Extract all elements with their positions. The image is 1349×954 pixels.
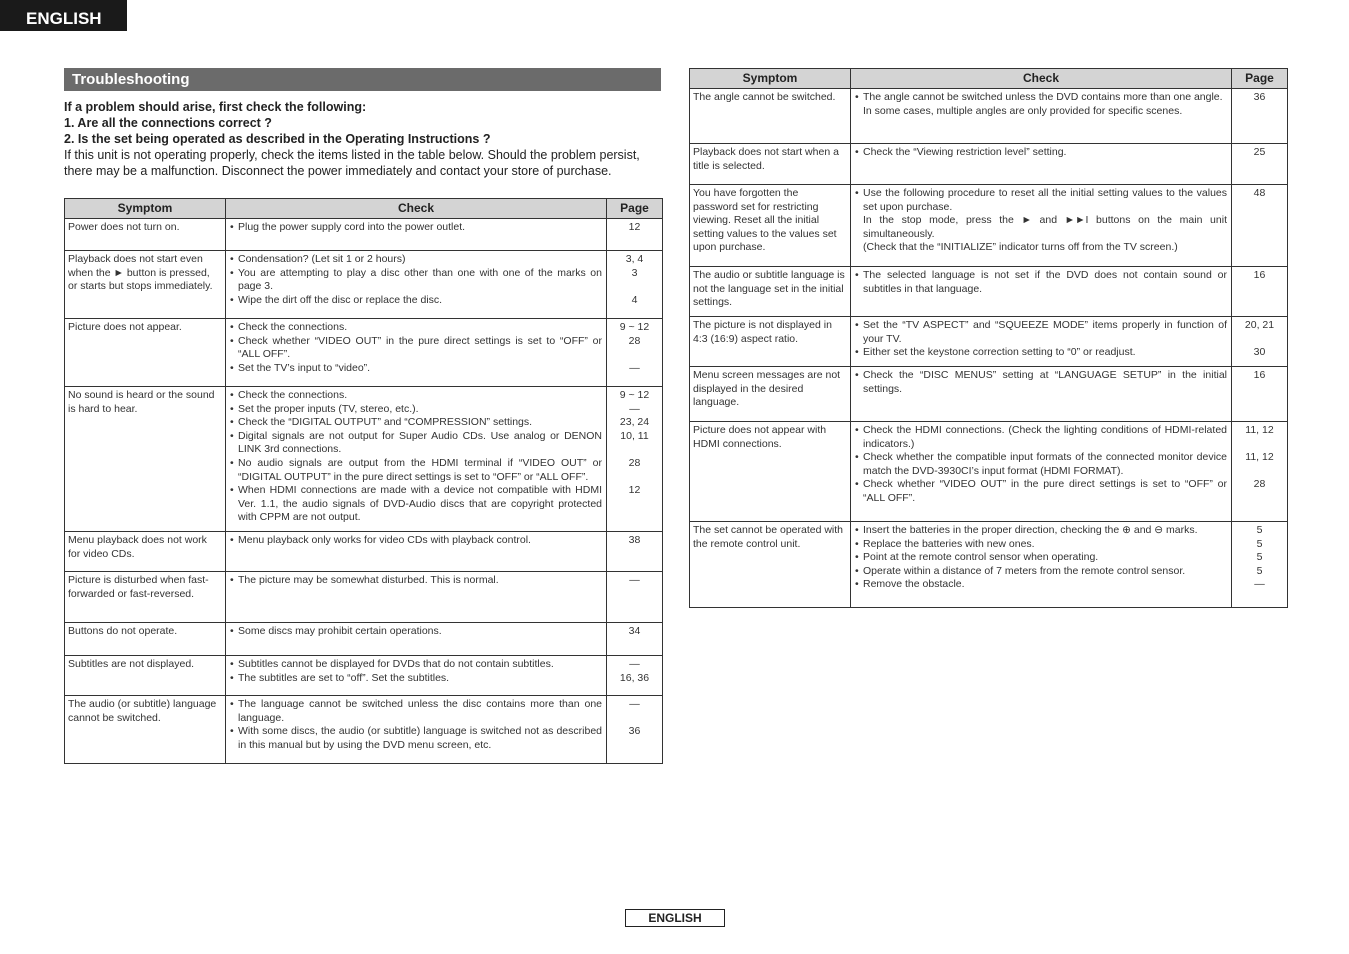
table-row <box>690 144 1288 185</box>
check-cell <box>226 251 607 319</box>
check-item <box>230 221 602 235</box>
bullet-icon: • <box>855 451 859 464</box>
page-ref: — <box>629 361 640 374</box>
page-ref: 38 <box>628 534 641 546</box>
check-text: Plug the power supply cord into the power outlet. <box>238 221 466 233</box>
check-text: Check the “DIGITAL OUTPUT” and “COMPRESSION” settings. <box>238 416 533 429</box>
table-row <box>65 623 663 656</box>
check-item <box>230 725 602 752</box>
page-ref <box>1232 465 1287 479</box>
bullet-icon: • <box>230 484 234 497</box>
table-row <box>65 696 663 764</box>
page-ref: 11, 12 <box>1245 424 1274 436</box>
bullet-icon: • <box>230 266 234 279</box>
bullet-icon: • <box>855 319 859 331</box>
symptom-cell: Buttons do not operate. <box>65 623 226 656</box>
check-text: Replace the batteries with new ones. <box>863 537 1035 550</box>
check-item <box>230 658 602 672</box>
page-ref: 30 <box>1253 346 1266 359</box>
symptom-cell: The set cannot be operated with the remote control unit. <box>690 522 851 608</box>
check-text: Check the “Viewing restriction level” setting. <box>863 146 1067 158</box>
check-text: Set the “TV ASPECT” and “SQUEEZE MODE” items properly in function of your TV. <box>863 319 1227 345</box>
page-ref: 28 <box>628 334 641 347</box>
check-text: Set the proper inputs (TV, stereo, etc.). <box>238 402 419 415</box>
page-ref: 4 <box>631 293 638 306</box>
symptom-cell: You have forgotten the password set for restricting viewing. Reset all the initial setting values to the values set upon purchase. <box>690 185 851 267</box>
bullet-icon: • <box>230 253 234 265</box>
check-text: Insert the batteries in the proper direction, checking the ⊕ and ⊖ marks. <box>863 524 1198 536</box>
page-ref: 11, 12 <box>1245 451 1274 464</box>
table-row <box>690 422 1288 522</box>
check-text: Digital signals are not output for Super Audio CDs. Use analog or DENON LINK 3rd connections. <box>238 429 602 456</box>
check-item <box>855 346 1227 360</box>
page-ref: 12 <box>628 484 641 497</box>
check-item <box>855 565 1227 579</box>
check-cell <box>851 185 1232 267</box>
table-row <box>65 387 663 532</box>
bullet-icon: • <box>230 574 234 586</box>
page-ref: 5 <box>1256 537 1263 550</box>
page-cell <box>607 572 663 623</box>
bullet-icon: • <box>230 334 234 347</box>
symptom-cell: Subtitles are not displayed. <box>65 656 226 696</box>
page-ref: — <box>629 698 640 710</box>
footer-language-label: ENGLISH <box>625 909 725 927</box>
check-item <box>855 578 1227 592</box>
page-ref: 9 ~ 12 <box>619 389 650 401</box>
intro-block <box>64 99 664 179</box>
check-text: Wipe the dirt off the disc or replace the disc. <box>238 293 443 306</box>
table-row <box>690 185 1288 267</box>
symptom-cell: Menu playback does not work for video CDs. <box>65 532 226 572</box>
page-ref: 28 <box>1253 478 1266 491</box>
page-cell <box>607 251 663 319</box>
check-text: The subtitles are set to “off”. Set the subtitles. <box>238 671 450 684</box>
table-row <box>690 267 1288 317</box>
bullet-icon: • <box>230 658 234 670</box>
page-cell <box>607 696 663 764</box>
check-item <box>855 451 1227 478</box>
table-row <box>690 317 1288 367</box>
symptom-cell: Picture does not appear with HDMI connections. <box>690 422 851 522</box>
page-ref: 25 <box>1253 146 1266 158</box>
check-text: Condensation? (Let sit 1 or 2 hours) <box>238 253 406 265</box>
check-text: Set the TV’s input to “video”. <box>238 361 371 374</box>
check-text: Operate within a distance of 7 meters from the remote control sensor. <box>863 564 1186 577</box>
check-item <box>855 91 1227 118</box>
check-cell <box>851 522 1232 608</box>
check-text: The language cannot be switched unless the disc contains more than one language. <box>238 698 602 724</box>
check-text: Check the connections. <box>238 389 348 401</box>
check-text: Check whether “VIDEO OUT” in the pure direct settings is set to “OFF” or “ALL OFF”. <box>863 478 1227 504</box>
page-cell <box>607 623 663 656</box>
page-ref: 9 ~ 12 <box>619 321 650 333</box>
page-ref: 16, 36 <box>619 671 650 684</box>
language-tab: ENGLISH <box>0 0 127 31</box>
table-row <box>65 656 663 696</box>
bullet-icon: • <box>855 537 859 550</box>
page-cell <box>1232 522 1288 608</box>
check-item <box>230 457 602 484</box>
bullet-icon: • <box>230 429 234 442</box>
symptom-cell: Power does not turn on. <box>65 219 226 251</box>
intro-paragraph: If this unit is not operating properly, check the items listed in the table below. Should the problem persist, there may be a malfunction. Disconnect the power immediately and contact your store of purchase. <box>64 148 640 178</box>
page-ref: 34 <box>628 625 641 637</box>
bullet-icon: • <box>230 402 234 415</box>
check-item <box>855 551 1227 565</box>
check-cell <box>226 219 607 251</box>
check-item <box>230 430 602 457</box>
check-item <box>855 319 1227 346</box>
page-ref <box>607 443 662 457</box>
check-cell <box>226 623 607 656</box>
symptom-cell: Picture is disturbed when fast-forwarded or fast-reversed. <box>65 572 226 623</box>
check-text: Check the “DISC MENUS” setting at “LANGUAGE SETUP” in the initial settings. <box>863 369 1227 395</box>
bullet-icon: • <box>855 564 859 577</box>
intro-line-2: 1. Are all the connections correct ? <box>64 116 272 130</box>
table-header-row <box>690 69 1288 89</box>
table-row <box>65 319 663 387</box>
page-ref <box>607 280 662 294</box>
check-item <box>230 416 602 430</box>
page-header: Page <box>607 199 663 219</box>
bullet-icon: • <box>855 146 859 158</box>
check-header: Check <box>851 69 1232 89</box>
page-ref: 28 <box>628 456 641 469</box>
bullet-icon: • <box>855 551 859 564</box>
bullet-icon: • <box>855 369 859 381</box>
check-text: When HDMI connections are made with a device not compatible with HDMI Ver. 1.1, the audio signals of DVD-Audio discs that are copyright protected with CPPM are not output. <box>238 484 602 524</box>
table-row <box>65 532 663 572</box>
page-ref: 23, 24 <box>619 416 650 429</box>
bullet-icon: • <box>230 671 234 684</box>
page-ref: 5 <box>1256 551 1263 564</box>
page-ref: 3 <box>631 266 638 279</box>
page-cell <box>607 219 663 251</box>
bullet-icon: • <box>855 91 859 103</box>
check-header: Check <box>226 199 607 219</box>
page-ref: 12 <box>628 221 641 233</box>
page-ref <box>607 348 662 362</box>
table-row <box>65 251 663 319</box>
check-text: Menu playback only works for video CDs with playback control. <box>238 534 531 546</box>
bullet-icon: • <box>855 478 859 491</box>
check-item <box>230 253 602 267</box>
check-item <box>855 369 1227 396</box>
check-cell <box>851 89 1232 144</box>
table-header-row <box>65 199 663 219</box>
page-ref: — <box>629 658 640 670</box>
check-item <box>230 321 602 335</box>
check-cell <box>226 387 607 532</box>
table-row <box>65 219 663 251</box>
page-ref: 36 <box>628 725 641 738</box>
symptom-cell: The angle cannot be switched. <box>690 89 851 144</box>
page-cell <box>607 656 663 696</box>
check-item <box>230 294 602 308</box>
check-text: Some discs may prohibit certain operations. <box>238 625 442 637</box>
page-ref: 5 <box>1256 564 1263 577</box>
check-cell <box>851 144 1232 185</box>
page-cell <box>1232 367 1288 422</box>
bullet-icon: • <box>230 361 234 374</box>
intro-line-1: If a problem should arise, first check the following: <box>64 100 367 114</box>
page-cell <box>1232 89 1288 144</box>
check-item <box>230 698 602 725</box>
page-ref <box>607 471 662 485</box>
page-ref: 48 <box>1253 187 1266 199</box>
check-item <box>855 187 1227 255</box>
check-text: Check whether “VIDEO OUT” in the pure direct settings is set to “OFF” or “ALL OFF”. <box>238 334 602 361</box>
page-cell <box>1232 267 1288 317</box>
check-cell <box>226 319 607 387</box>
check-item <box>230 389 602 403</box>
bullet-icon: • <box>855 346 859 359</box>
page-ref: 16 <box>1253 369 1266 381</box>
page-ref: 16 <box>1253 269 1266 281</box>
check-text: With some discs, the audio (or subtitle) language is switched not as described in this manual but by using the DVD menu screen, etc. <box>238 725 602 751</box>
bullet-icon: • <box>855 269 859 281</box>
check-text: Check the HDMI connections. (Check the lighting conditions of HDMI-related indicators.) <box>863 424 1227 450</box>
check-cell <box>226 656 607 696</box>
bullet-icon: • <box>230 293 234 306</box>
page-ref: 5 <box>1256 524 1263 536</box>
table-row <box>65 572 663 623</box>
page-ref: 36 <box>1253 91 1266 103</box>
check-text: The selected language is not set if the DVD does not contain sound or subtitles in that language. <box>863 269 1227 295</box>
check-cell <box>851 317 1232 367</box>
page-cell <box>1232 422 1288 522</box>
check-item <box>230 625 602 639</box>
check-item <box>230 403 602 417</box>
check-text: Check whether the compatible input formats of the connected monitor device match the DVD-3930CI’s input format (HDMI FORMAT). <box>863 451 1227 477</box>
check-item <box>230 484 602 525</box>
symptom-cell: The audio (or subtitle) language cannot be switched. <box>65 696 226 764</box>
symptom-cell: The picture is not displayed in 4:3 (16:9) aspect ratio. <box>690 317 851 367</box>
page-cell <box>607 532 663 572</box>
page-header: Page <box>1232 69 1288 89</box>
check-text: Use the following procedure to reset all the initial setting values to the values set upon purchase. In the stop mode, press the ► and ►►I buttons on the main unit simultaneously. (Check that the “INITIALIZE” indicator turns off from the TV screen.) <box>863 187 1227 254</box>
check-cell <box>851 422 1232 522</box>
check-text: Point at the remote control sensor when operating. <box>863 551 1099 564</box>
check-text: You are attempting to play a disc other than one with one of the marks on page 3. <box>238 266 602 293</box>
check-text: Check the connections. <box>238 321 348 333</box>
page-cell <box>607 387 663 532</box>
bullet-icon: • <box>230 389 234 401</box>
page-ref <box>1232 438 1287 452</box>
bullet-icon: • <box>855 578 859 591</box>
bullet-icon: • <box>230 725 234 738</box>
page-cell <box>607 319 663 387</box>
page-ref: 3, 4 <box>625 253 644 265</box>
check-item <box>855 478 1227 505</box>
check-text: The angle cannot be switched unless the DVD contains more than one angle. In some cases, multiple angles are only provided for specific scenes. <box>863 91 1223 117</box>
page-cell <box>1232 144 1288 185</box>
check-item <box>230 574 602 588</box>
symptom-cell: No sound is heard or the sound is hard to hear. <box>65 387 226 532</box>
check-cell <box>851 267 1232 317</box>
symptom-cell: Playback does not start when a title is selected. <box>690 144 851 185</box>
check-item <box>230 335 602 362</box>
check-cell <box>226 696 607 764</box>
check-text: Subtitles cannot be displayed for DVDs that do not contain subtitles. <box>238 658 554 670</box>
check-cell <box>226 572 607 623</box>
check-text: Remove the obstacle. <box>863 578 965 591</box>
symptom-cell: Picture does not appear. <box>65 319 226 387</box>
page-ref <box>607 712 662 726</box>
bullet-icon: • <box>230 625 234 637</box>
table-row <box>690 522 1288 608</box>
troubleshooting-table-right <box>689 68 1288 608</box>
bullet-icon: • <box>230 698 234 710</box>
check-item <box>855 146 1227 160</box>
bullet-icon: • <box>230 221 234 233</box>
troubleshooting-table-left <box>64 198 663 764</box>
bullet-icon: • <box>855 524 859 536</box>
section-title: Troubleshooting <box>64 68 661 91</box>
symptom-cell: The audio or subtitle language is not the language set in the initial settings. <box>690 267 851 317</box>
intro-line-3: 2. Is the set being operated as described in the Operating Instructions ? <box>64 132 491 146</box>
page-ref: — <box>629 402 640 415</box>
table-row <box>690 367 1288 422</box>
check-item <box>230 267 602 294</box>
bullet-icon: • <box>230 534 234 546</box>
check-cell <box>851 367 1232 422</box>
check-item <box>230 362 602 376</box>
page-ref <box>1232 333 1287 347</box>
symptom-cell: Playback does not start even when the ► button is pressed, or starts but stops immediately. <box>65 251 226 319</box>
symptom-header: Symptom <box>65 199 226 219</box>
symptom-header: Symptom <box>690 69 851 89</box>
bullet-icon: • <box>855 424 859 436</box>
bullet-icon: • <box>230 416 234 429</box>
page-ref: — <box>1254 578 1265 591</box>
check-text: The picture may be somewhat disturbed. This is normal. <box>238 574 499 586</box>
bullet-icon: • <box>855 187 859 199</box>
check-cell <box>226 532 607 572</box>
check-item <box>230 672 602 686</box>
check-item <box>855 269 1227 296</box>
symptom-cell: Menu screen messages are not displayed in the desired language. <box>690 367 851 422</box>
page-ref: 20, 21 <box>1244 319 1275 331</box>
table-row <box>690 89 1288 144</box>
check-item <box>855 524 1227 538</box>
page-cell <box>1232 317 1288 367</box>
check-item <box>855 424 1227 451</box>
bullet-icon: • <box>230 321 234 333</box>
page-cell <box>1232 185 1288 267</box>
page-ref: 10, 11 <box>620 429 649 442</box>
page-ref: — <box>629 574 640 586</box>
check-text: Either set the keystone correction setting to “0” or readjust. <box>863 346 1136 359</box>
check-text: No audio signals are output from the HDMI terminal if “VIDEO OUT” or “DIGITAL OUTPUT” in the pure direct settings is set to “OFF” or “ALL OFF”. <box>238 456 602 483</box>
check-item <box>230 534 602 548</box>
check-item <box>855 538 1227 552</box>
bullet-icon: • <box>230 456 234 469</box>
